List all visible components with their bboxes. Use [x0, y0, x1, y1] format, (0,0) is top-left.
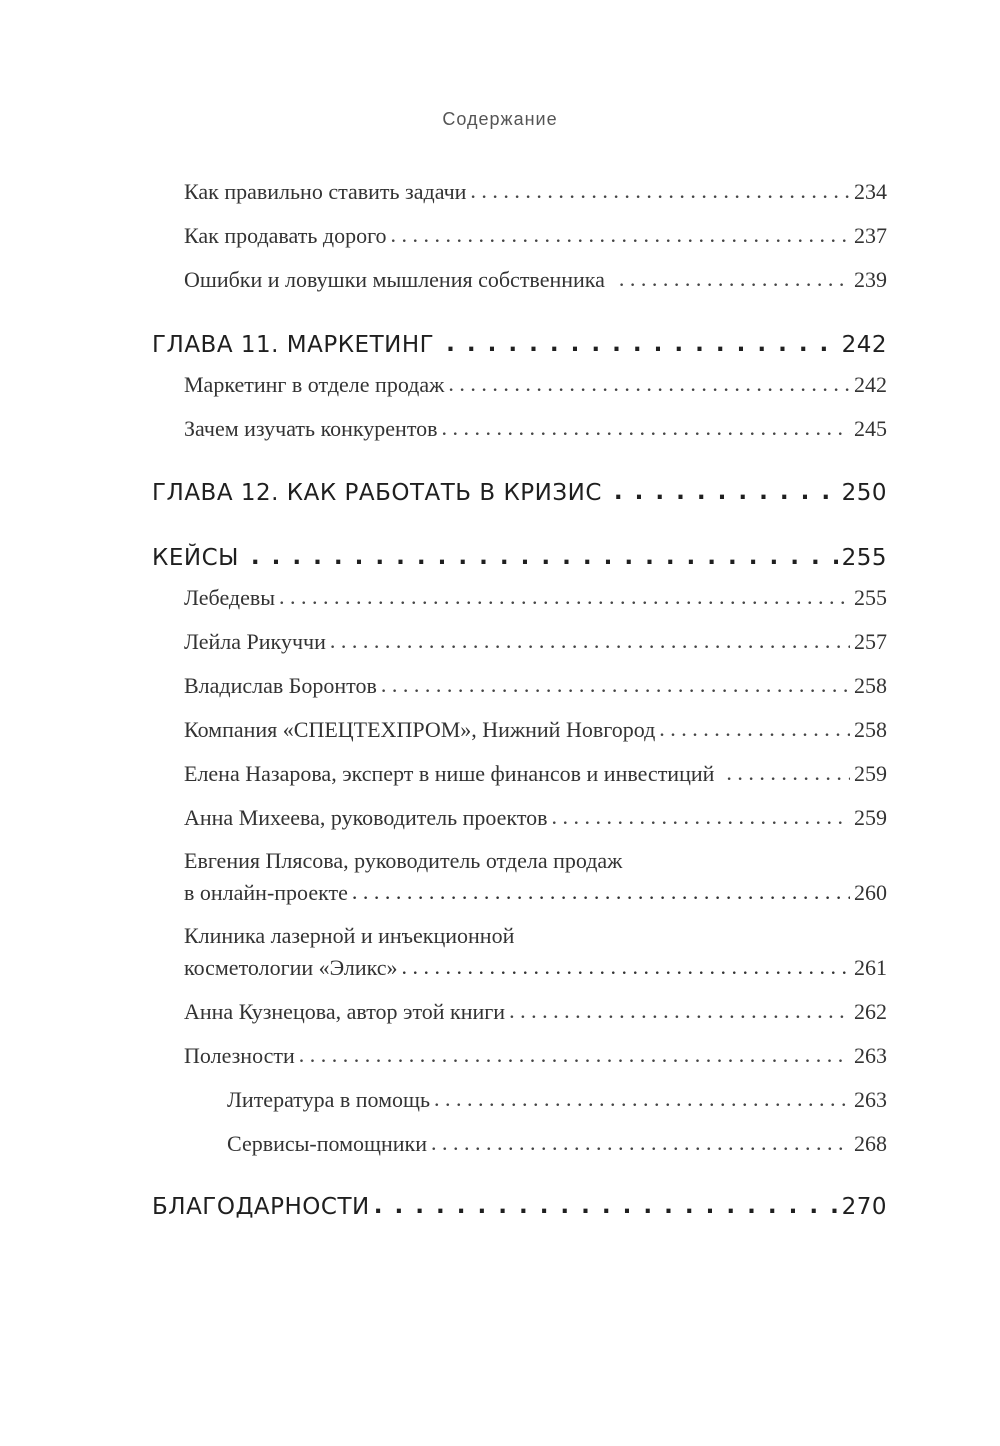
toc-chapter-title: ГЛАВА 12. КАК РАБОТАТЬ В КРИЗИС	[152, 480, 602, 506]
toc-entry-title: Как продавать дорого	[184, 223, 387, 248]
dot-leader	[330, 624, 850, 657]
toc-entry-title: Лебедевы	[184, 585, 276, 610]
toc-entry-title-line2: косметологии «Эликс»	[184, 955, 398, 980]
toc-entry-title: Маркетинг в отделе продаж	[184, 372, 445, 397]
toc-entry-page: 242	[854, 372, 887, 397]
dot-leader	[619, 262, 850, 295]
toc-entry-title-line1: Евгения Плясова, руководитель отдела продаж	[184, 848, 623, 873]
toc-entry[interactable]	[227, 1127, 887, 1160]
toc-entry-page: 258	[854, 717, 887, 742]
toc-entry-page: 261	[854, 955, 887, 980]
dot-leader	[470, 174, 850, 207]
toc-chapter-page: 242	[841, 332, 887, 358]
toc-entry-title: Владислав Боронтов	[184, 673, 377, 698]
toc-entry-title: Елена Назарова, эксперт в нише финансов и инвестиций	[184, 761, 715, 786]
dot-leader	[352, 876, 850, 908]
toc-entry-page: 262	[854, 999, 887, 1024]
dot-leader	[299, 1038, 850, 1071]
dot-leader	[381, 668, 850, 701]
toc-entry[interactable]	[227, 1083, 887, 1116]
toc-entry-page: 259	[854, 761, 887, 786]
toc-entry-page: 263	[854, 1087, 887, 1112]
toc-entry[interactable]	[184, 845, 887, 909]
dot-leader	[726, 756, 850, 789]
toc-entry[interactable]	[184, 625, 887, 658]
running-title: Содержание	[442, 109, 558, 129]
toc-entry-title-line1: Клиника лазерной и инъекционной	[184, 923, 515, 948]
toc-entry[interactable]	[184, 175, 887, 208]
toc-chapter-title: ГЛАВА 11. МАРКЕТИНГ	[152, 332, 435, 358]
toc-entry-page: 258	[854, 673, 887, 698]
dot-leader	[402, 951, 850, 983]
toc-entry-title: Анна Михеева, руководитель проектов	[184, 805, 548, 830]
toc-chapter-page: 255	[841, 545, 887, 571]
dot-leader	[374, 1189, 838, 1223]
toc-entry[interactable]	[184, 581, 887, 614]
dot-leader	[391, 218, 850, 251]
dot-leader	[614, 475, 838, 509]
toc-entry[interactable]	[184, 920, 887, 984]
toc-entry-title: Лейла Рикуччи	[184, 629, 326, 654]
toc-entry-title: Как правильно ставить задачи	[184, 179, 467, 204]
dot-leader	[552, 800, 850, 833]
toc-chapter-page: 270	[841, 1194, 887, 1220]
toc-chapter[interactable]	[152, 1190, 887, 1224]
dot-leader	[251, 540, 838, 574]
toc-entry[interactable]	[184, 995, 887, 1028]
toc-entry[interactable]	[184, 713, 887, 746]
toc-entry-page: 263	[854, 1043, 887, 1068]
toc-chapter-title: КЕЙСЫ	[152, 545, 239, 571]
toc-chapter[interactable]	[152, 541, 887, 575]
toc-entry-page: 268	[854, 1131, 887, 1156]
dot-leader	[509, 994, 850, 1027]
toc-entry-title: Сервисы-помощники	[227, 1131, 427, 1156]
toc-entry-page: 257	[854, 629, 887, 654]
toc-chapter-title: БЛАГОДАРНОСТИ	[152, 1194, 370, 1220]
toc-entry-title: Анна Кузнецова, автор этой книги	[184, 999, 506, 1024]
toc-entry-page: 260	[854, 880, 887, 905]
dot-leader	[434, 1082, 850, 1115]
toc-entry-page: 245	[854, 416, 887, 441]
toc-entry[interactable]	[184, 757, 887, 790]
toc-chapter-page: 250	[841, 480, 887, 506]
toc-entry[interactable]	[184, 219, 887, 252]
toc-entry[interactable]	[184, 1039, 887, 1072]
toc-entry-title: Компания «СПЕЦТЕХПРОМ», Нижний Новгород	[184, 717, 656, 742]
table-of-contents	[152, 175, 887, 1234]
toc-entry[interactable]	[184, 368, 887, 401]
toc-entry-title: Литература в помощь	[227, 1087, 430, 1112]
dot-leader	[431, 1126, 850, 1159]
toc-entry[interactable]	[184, 669, 887, 702]
toc-entry-title: Ошибки и ловушки мышления собственника	[184, 267, 605, 292]
dot-leader	[448, 367, 850, 400]
toc-entry-page: 259	[854, 805, 887, 830]
toc-entry-page: 234	[854, 179, 887, 204]
dot-leader	[279, 580, 850, 613]
toc-entry[interactable]	[184, 801, 887, 834]
toc-entry-page: 255	[854, 585, 887, 610]
toc-entry-title: Зачем изучать конкурентов	[184, 416, 438, 441]
dot-leader	[659, 712, 850, 745]
toc-entry-page: 237	[854, 223, 887, 248]
toc-entry[interactable]	[184, 412, 887, 445]
dot-leader	[446, 327, 837, 361]
dot-leader	[442, 411, 850, 444]
toc-chapter[interactable]	[152, 328, 887, 362]
toc-entry-title-line2: в онлайн-проекте	[184, 880, 348, 905]
toc-entry[interactable]	[184, 263, 887, 296]
toc-chapter[interactable]	[152, 476, 887, 510]
toc-entry-page: 239	[854, 267, 887, 292]
toc-entry-title: Полезности	[184, 1043, 295, 1068]
